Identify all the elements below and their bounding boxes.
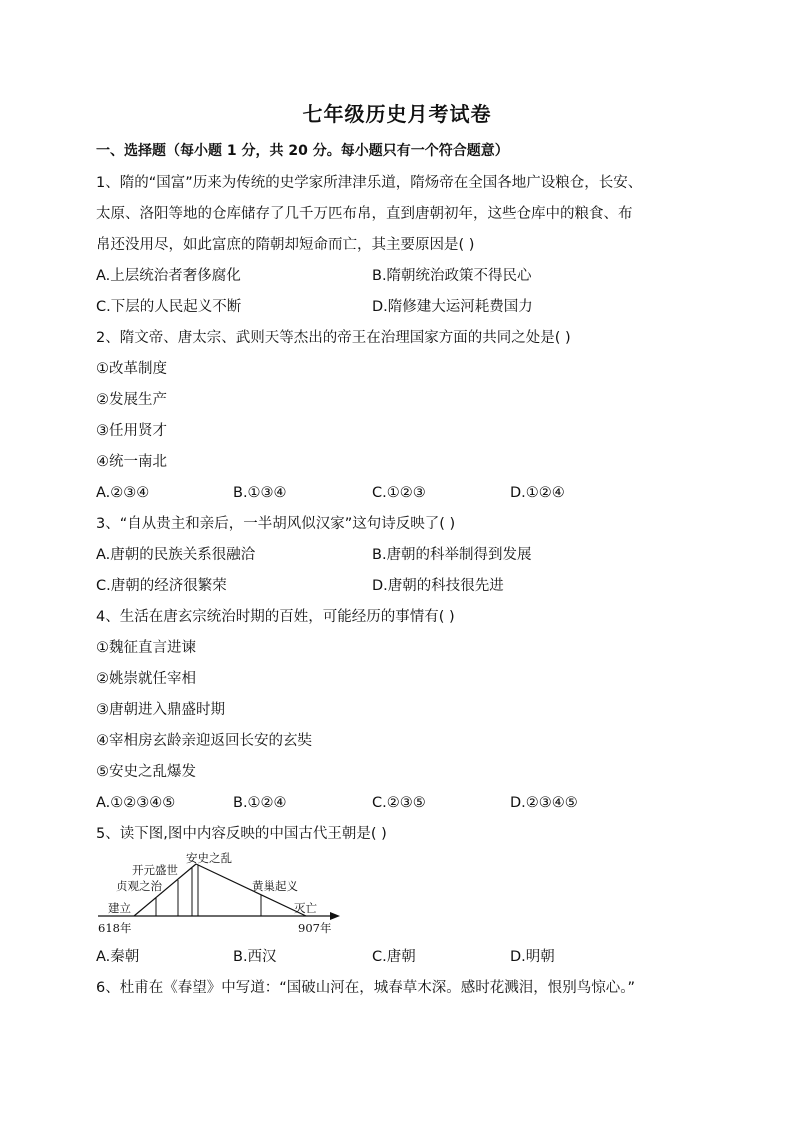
q2-stem: 2、隋文帝、唐太宗、武则天等杰出的帝王在治理国家方面的共同之处是( ) bbox=[96, 330, 571, 346]
label-huangchao: 黄巢起义 bbox=[252, 879, 298, 893]
tang-timeline-diagram bbox=[94, 852, 344, 938]
q4-item-2: ②姚崇就任宰相 bbox=[96, 671, 196, 687]
q3-stem: 3、“自从贵主和亲后，一半胡风似汉家”这句诗反映了( ) bbox=[96, 516, 456, 532]
q1-stem-line-1: 1、隋的“国富”历来为传统的史学家所津津乐道，隋炀帝在全国各地广设粮仓，长安、 bbox=[96, 175, 643, 191]
q4-item-5: ⑤安史之乱爆发 bbox=[96, 764, 196, 780]
q2-item-3: ③任用贤才 bbox=[96, 423, 167, 439]
q1-option-a[interactable]: A.上层统治者奢侈腐化 bbox=[96, 268, 241, 284]
label-founded: 建立 bbox=[108, 901, 131, 915]
q2-item-2: ②发展生产 bbox=[96, 392, 167, 408]
q1-option-c[interactable]: C.下层的人民起义不断 bbox=[96, 299, 242, 315]
q1-stem-line-2: 太原、洛阳等地的仓库储存了几千万匹布帛，直到唐朝初年，这些仓库中的粮食、布 bbox=[96, 206, 633, 222]
q3-option-b[interactable]: B.唐朝的科举制得到发展 bbox=[372, 547, 532, 563]
label-start-year: 618年 bbox=[98, 921, 132, 935]
section-heading: 一、选择题（每小题 1 分，共 20 分。每小题只有一个符合题意） bbox=[96, 143, 509, 159]
q2-option-a[interactable]: A.②③④ bbox=[96, 485, 150, 501]
label-kaiyuan: 开元盛世 bbox=[132, 863, 178, 877]
q4-item-4: ④宰相房玄龄亲迎返回长安的玄奘 bbox=[96, 733, 312, 749]
q2-item-4: ④统一南北 bbox=[96, 454, 167, 470]
q5-option-d[interactable]: D.明朝 bbox=[510, 949, 555, 965]
q6-stem: 6、杜甫在《春望》中写道：“国破山河在，城春草木深。感时花溅泪，恨别鸟惊心。” bbox=[96, 980, 635, 996]
exam-title: 七年级历史月考试卷 bbox=[302, 102, 492, 126]
label-end-year: 907年 bbox=[298, 921, 332, 935]
q4-stem: 4、生活在唐玄宗统治时期的百姓，可能经历的事情有( ) bbox=[96, 609, 455, 625]
label-zhenguan: 贞观之治 bbox=[116, 879, 162, 893]
label-fall: 灭亡 bbox=[294, 901, 317, 915]
q5-option-b[interactable]: B.西汉 bbox=[233, 949, 277, 965]
q4-item-3: ③唐朝进入鼎盛时期 bbox=[96, 702, 225, 718]
q5-stem: 5、读下图,图中内容反映的中国古代王朝是( ) bbox=[96, 826, 387, 842]
q2-option-c[interactable]: C.①②③ bbox=[372, 485, 426, 501]
q5-option-c[interactable]: C.唐朝 bbox=[372, 949, 416, 965]
q4-option-a[interactable]: A.①②③④⑤ bbox=[96, 795, 176, 811]
timeline-arrow-icon bbox=[330, 912, 340, 920]
q4-item-1: ①魏征直言进谏 bbox=[96, 640, 196, 656]
q1-stem-line-3: 帛还没用尽，如此富庶的隋朝却短命而亡，其主要原因是( ) bbox=[96, 237, 475, 253]
q4-option-c[interactable]: C.②③⑤ bbox=[372, 795, 426, 811]
q1-option-b[interactable]: B.隋朝统治政策不得民心 bbox=[372, 268, 532, 284]
q2-option-b[interactable]: B.①③④ bbox=[233, 485, 287, 501]
q4-option-b[interactable]: B.①②④ bbox=[233, 795, 287, 811]
q3-option-d[interactable]: D.唐朝的科技很先进 bbox=[372, 578, 504, 594]
q2-item-1: ①改革制度 bbox=[96, 361, 167, 377]
q1-option-d[interactable]: D.隋修建大运河耗费国力 bbox=[372, 299, 533, 315]
q3-option-c[interactable]: C.唐朝的经济很繁荣 bbox=[96, 578, 227, 594]
q3-option-a[interactable]: A.唐朝的民族关系很融洽 bbox=[96, 547, 256, 563]
q4-option-d[interactable]: D.②③④⑤ bbox=[510, 795, 578, 811]
label-anshi: 安史之乱 bbox=[186, 852, 232, 865]
q5-option-a[interactable]: A.秦朝 bbox=[96, 949, 140, 965]
q2-option-d[interactable]: D.①②④ bbox=[510, 485, 565, 501]
